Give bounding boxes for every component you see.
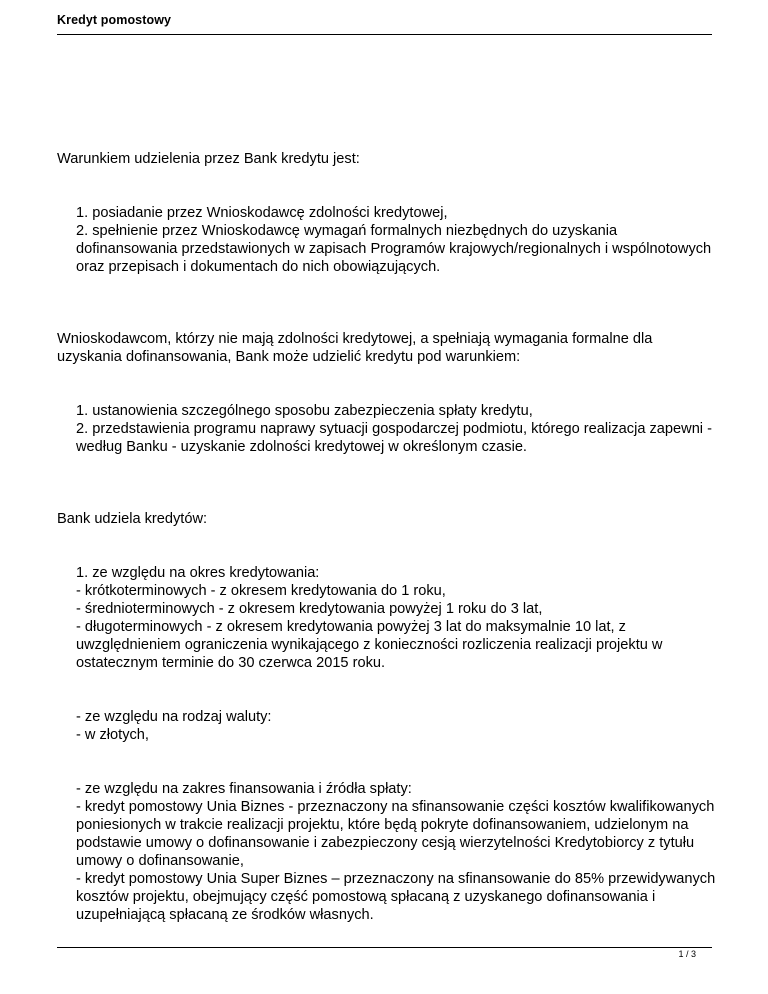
paragraph-intro-3: Bank udziela kredytów: — [57, 511, 208, 527]
paragraph-intro-1: Warunkiem udzielenia przez Bank kredytu jest: — [57, 151, 360, 167]
list-item: 1. ze względu na okres kredytowania: — [76, 565, 320, 581]
list-item: - kredyt pomostowy Unia Super Biznes – przeznaczony na sfinansowanie do 85% przewidywanych kosztów projektu, obejmujący część pomostową spłacaną z uzyskanego dofinansowania i uzupełniającą spłacaną ze środków własnych. — [76, 871, 716, 923]
list-item: 1. ustanowienia szczególnego sposobu zabezpieczenia spłaty kredytu, — [76, 403, 533, 419]
list-conditions — [57, 204, 717, 276]
document-body — [57, 150, 717, 924]
list-currency — [57, 708, 717, 744]
list-item: 1. posiadanie przez Wnioskodawcę zdolności kredytowej, — [76, 205, 448, 221]
list-item: - krótkoterminowych - z okresem kredytowania do 1 roku, — [76, 583, 446, 599]
document-title: Kredyt pomostowy — [57, 13, 172, 27]
list-credit-period — [57, 564, 717, 672]
list-item: - średnioterminowych - z okresem kredytowania powyżej 1 roku do 3 lat, — [76, 601, 543, 617]
list-financing-scope — [57, 780, 717, 924]
list-item: - ze względu na zakres finansowania i źródła spłaty: — [76, 781, 412, 797]
paragraph-intro-2: Wnioskodawcom, którzy nie mają zdolności kredytowej, a spełniają wymagania formalne dla uzyskania dofinansowania, Bank może udzielić kredytu pod warunkiem: — [57, 331, 653, 365]
footer-rule — [57, 947, 712, 948]
list-alternative-conditions — [57, 402, 717, 456]
list-item: 2. przedstawienia programu naprawy sytuacji gospodarczej podmiotu, którego realizacja zapewni -według Banku - uzyskanie zdolności kredytowej w określonym czasie. — [76, 421, 712, 455]
list-item: - długoterminowych - z okresem kredytowania powyżej 3 lat do maksymalnie 10 lat, z uwzględnieniem ograniczenia wynikającego z konieczności rozliczenia realizacji projektu w ostatecznym terminie do 30 czerwca 2015 roku. — [76, 619, 663, 671]
page-number: 1 / 3 — [678, 949, 696, 959]
list-item: - w złotych, — [76, 727, 149, 743]
list-item: 2. spełnienie przez Wnioskodawcę wymagań formalnych niezbędnych do uzyskania dofinansowania przedstawionych w zapisach Programów krajowych/regionalnych i wspólnotowych oraz przepisach i dokumentach do nich obowiązujących. — [76, 223, 712, 275]
header-rule — [57, 34, 712, 35]
list-item: - ze względu na rodzaj waluty: — [76, 709, 272, 725]
list-item: - kredyt pomostowy Unia Biznes - przeznaczony na sfinansowanie części kosztów kwalifikowanych poniesionych w trakcie realizacji projektu, które będą pokryte dofinansowaniem, udzielonym na podstawie umowy o dofinansowanie i zabezpieczony cesją wierzytelności Kredytobiorcy z tytułu umowy o dofinansowanie, — [76, 799, 715, 869]
